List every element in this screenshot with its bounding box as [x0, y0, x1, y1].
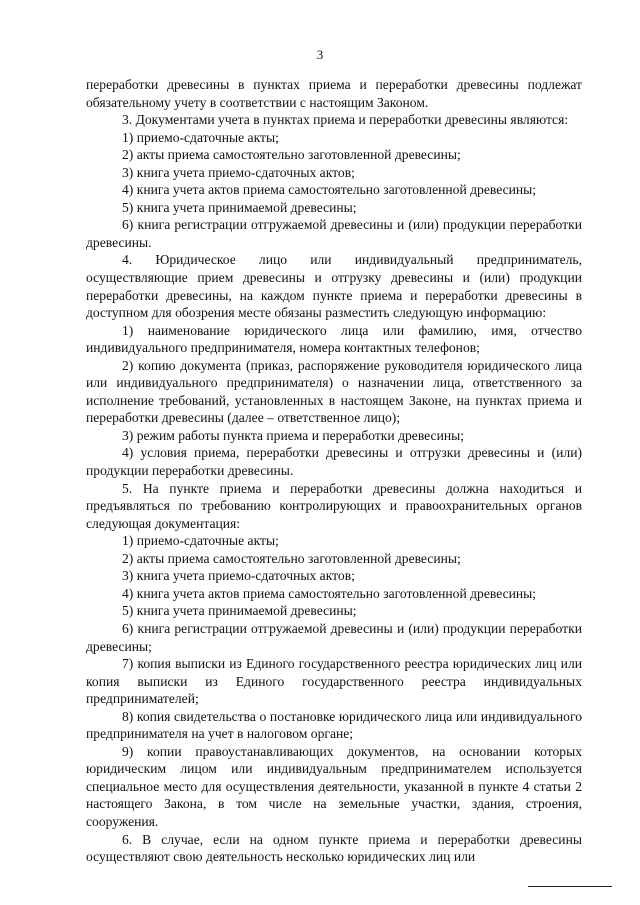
list-item: 9) копии правоустанавливающих документов, на основании которых юридическим лицом или индивидуальным предпринимателем используется специальное место для осуществления деятельности, указанной в пункте 4 статьи 2 настоящего Закона, в том числе на земельные участки, здания, строения, сооружения.	[86, 743, 582, 829]
footer-rule	[528, 886, 612, 887]
list-item: 2) акты приема самостоятельно заготовленной древесины;	[122, 147, 461, 163]
list-item: 1) приемо-сдаточные акты;	[122, 129, 279, 145]
list-item: 1) приемо-сдаточные акты;	[122, 533, 279, 549]
list-item: 4) условия приема, переработки древесины и отгрузки древесины и (или) продукции переработки древесины.	[86, 445, 582, 479]
paragraph: 3. Документами учета в пунктах приема и переработки древесины являются:	[122, 112, 569, 128]
paragraph: 5. На пункте приема и переработки древесины должна находиться и предъявляться по требованию контролирующих и правоохранительных органов следующая документация:	[86, 480, 582, 531]
list-item: 3) книга учета приемо-сдаточных актов;	[122, 164, 355, 180]
list-item: 3) режим работы пункта приема и переработки древесины;	[122, 427, 465, 443]
list-item: 3) книга учета приемо-сдаточных актов;	[122, 568, 355, 584]
list-item: 2) копию документа (приказ, распоряжение руководителя юридического лица или индивидуального предпринимателя) о назначении лица, ответственного за исполнение требований, установленных в настоящем Законе, на пунктах приема и переработки древесины (далее – ответственное лицо);	[86, 357, 582, 426]
paragraph: 4. Юридическое лицо или индивидуальный предприниматель, осуществляющие прием древесины и отгрузку древесины и (или) продукции переработки древесины, на каждом пункте приема и переработки древесины в доступном для обозрения месте обязаны разместить следующую информацию:	[86, 252, 582, 321]
page-number: 3	[316, 47, 324, 62]
list-item: 7) копия выписки из Единого государственного реестра юридических лиц или копия выписки из Единого государственного реестра индивидуальных предпринимателей;	[86, 656, 582, 707]
list-item: 8) копия свидетельства о постановке юридического лица или индивидуального предпринимателя на учет в налоговом органе;	[86, 708, 582, 742]
list-item: 4) книга учета актов приема самостоятельно заготовленной древесины;	[122, 182, 537, 198]
list-item: 1) наименование юридического лица или фамилию, имя, отчество индивидуального предпринимателя, номера контактных телефонов;	[86, 322, 582, 356]
list-item: 4) книга учета актов приема самостоятельно заготовленной древесины;	[122, 585, 537, 601]
list-item: 5) книга учета принимаемой древесины;	[122, 603, 357, 619]
paragraph: 6. В случае, если на одном пункте приема и переработки древесины осуществляют свою деятельность несколько юридических лиц или	[86, 831, 582, 865]
list-item: 6) книга регистрации отгружаемой древесины и (или) продукции переработки древесины.	[86, 217, 582, 250]
list-item: 6) книга регистрации отгружаемой древесины и (или) продукции переработки древесины;	[86, 620, 582, 654]
document-body	[86, 76, 582, 866]
paragraph: переработки древесины в пунктах приема и переработки древесины подлежат обязательному учету в соответствии с настоящим Законом.	[86, 77, 582, 110]
list-item: 2) акты приема самостоятельно заготовленной древесины;	[122, 550, 461, 566]
list-item: 5) книга учета принимаемой древесины;	[122, 199, 357, 215]
